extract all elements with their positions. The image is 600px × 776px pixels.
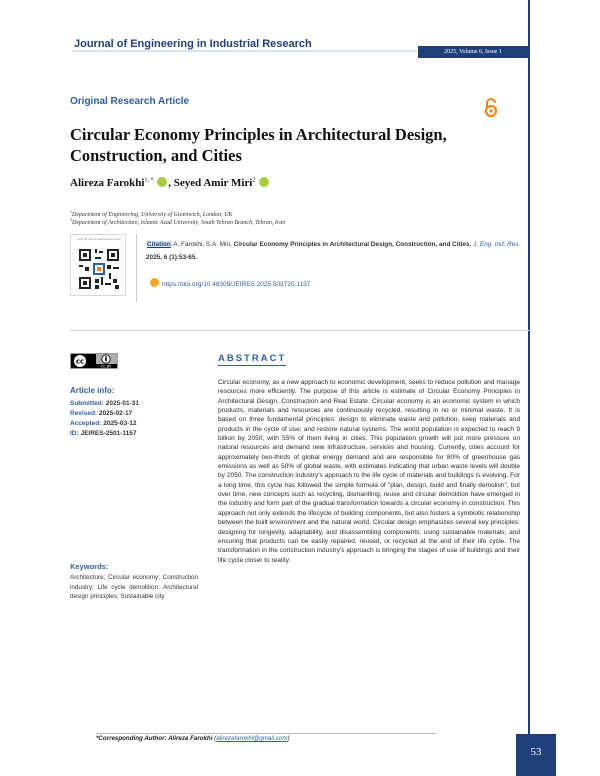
author-name: Alireza Farokhi [70, 177, 145, 189]
issue-badge: 2025, Volume 6, Issue 1 [418, 46, 528, 58]
keywords-heading: Keywords: [70, 562, 109, 571]
author-sup: 2 [252, 177, 256, 184]
author-list [70, 177, 270, 189]
footnote-rule [96, 733, 436, 734]
cc-by-license-icon[interactable] [70, 353, 118, 369]
article-type: Original Research Article [70, 96, 190, 107]
margin-rule [528, 0, 530, 776]
info-submitted [70, 400, 139, 407]
citation-label: Citation [147, 241, 171, 248]
license-label: CC BY [100, 364, 112, 369]
corresponding-author: *Corresponding Author: Alireza Farokhi (alirezafarokhi@gmail.com) [96, 735, 290, 742]
info-label: Revised: [70, 410, 98, 417]
affiliation-text: Department of Architecture, Islamic Azad University, South Tehran Branch, Tehran, Iran [72, 220, 286, 226]
abstract-heading: ABSTRACT [218, 353, 287, 364]
info-id [70, 430, 137, 437]
info-label: Accepted: [70, 420, 102, 427]
info-value: JEIRES-2501-1157 [80, 430, 137, 437]
corresponding-email[interactable]: alirezafarokhi@gmail.com [216, 735, 288, 742]
info-value: 2025-01-31 [105, 400, 140, 407]
affiliation-sup: 2 [70, 217, 72, 222]
affiliation-sup: 1 [70, 209, 72, 214]
article-info-heading: Article info: [70, 386, 115, 395]
info-value: 2025-03-12 [103, 420, 137, 427]
info-revised [70, 410, 132, 417]
svg-text:cc: cc [75, 357, 85, 366]
qr-code-icon[interactable] [77, 247, 121, 291]
qr-caption: Scan QR code to view the article online [77, 238, 121, 241]
affiliation-text: Department of Engineering, University of Greenwich, London, UK [72, 212, 233, 218]
orcid-icon[interactable] [259, 177, 269, 187]
journal-title: Journal of Engineering in Industrial Research [74, 38, 312, 50]
doi-row [150, 278, 310, 288]
citation [146, 238, 524, 264]
abstract-text: Circular economy, as a new approach to economic development, seeks to reduce pollution and manage resources more efficiently. The purpose of this article is estimate of Circular Economy Principles in Architectural Design, Construction and Real Estate. Circular economy is an economic system in which products, materials and resources are continuously recycled, resulting in no or minimal waste. It is based on three fundamental principles: design to eliminate waste and pollution; keep materials and products in the cycle of use; and restore natural systems. The world population is expected to reach 9 billion by 2050, with 55% of them living in cities. This population growth will put more pressure on natural resources and demand new infrastructure, services and housing. Currently, cities account for approximately two-thirds of global energy demand and are responsible for 80% of greenhouse gas emissions as well as 50% of global waste, with estimates indicating that urban waste levels will double by 2050. The construction industry's approach to the life cycle of materials and buildings is evolving. For a long time, this cycle has followed the simple formula of "plan, design, build and finally demolish", but over time, new concepts such as recycling, dismantling, reuse and circular demolition have emerged in the industry and form part of the gradual transformation towards a circular economy in construction. This approach not only extends the lifecycle of building components, but also fosters a symbiotic relationship between the built environment and the natural world. Circular design emphasizes several key principles: designing for longevity, adaptability, and disassembling components; using sustainable materials; and ensuring that products can be easily repaired, reused, or recycled at the end of their life cycle. The transformation in the construction industry's approach is bringing the stages of use of buildings and their life cycle closer to reality. [218, 379, 520, 564]
citation-divider [136, 234, 137, 302]
doi-icon [150, 278, 159, 287]
author-name: Seyed Amir Miri [173, 177, 253, 189]
author-sup: 1, * [144, 177, 154, 184]
citation-details: 2025, 6 (1):53-65. [146, 254, 198, 261]
orcid-icon[interactable] [157, 177, 167, 187]
citation-title: Circular Economy Principles in Architectural Design, Construction, and Cities. [233, 241, 472, 248]
affiliation [70, 217, 285, 226]
page-number: 53 [516, 734, 556, 776]
citation-authors: A. Farokhi, S.A. Miri, [173, 241, 232, 248]
info-label: ID: [70, 430, 79, 437]
qr-card [70, 234, 126, 296]
open-access-icon [483, 98, 499, 118]
corresponding-label: *Corresponding Author: Alireza Farokhi [96, 735, 213, 742]
doi-link[interactable]: https://doi.org/10.48309/JEIRES.2025.503720.1157 [162, 281, 311, 288]
info-value: 2025-02-17 [98, 410, 133, 417]
keywords-text: Architecture; Circular economy; Construction industry; Life cycle demolition; Architectural design principles; Sustainable city [70, 574, 198, 600]
section-divider [70, 330, 530, 331]
paper-title: Circular Economy Principles in Architectural Design, Construction, and Cities [70, 125, 447, 165]
author-separator: , [168, 177, 171, 189]
info-accepted [70, 420, 137, 427]
info-label: Submitted: [70, 400, 104, 407]
citation-journal: J. Eng. Ind. Res. [473, 241, 521, 248]
